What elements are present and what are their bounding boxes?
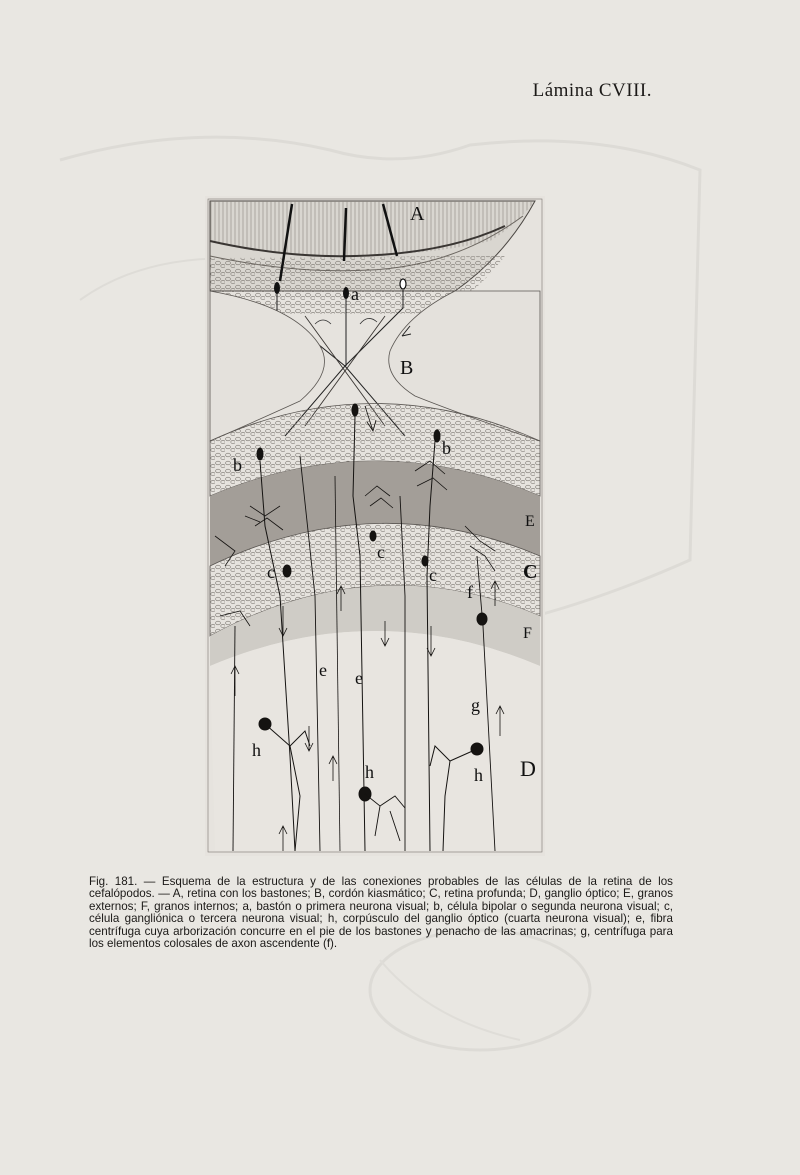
label-h-left: h [252, 740, 261, 760]
label-B: B [400, 357, 414, 379]
label-c-right: c [429, 565, 437, 585]
label-g: g [471, 695, 480, 715]
plate-title: Lámina CVIII. [532, 80, 652, 101]
label-f: f [467, 582, 473, 602]
label-C: C [523, 561, 538, 583]
label-a: a [351, 284, 359, 304]
label-E: E [525, 513, 535, 530]
label-c-left: c [267, 562, 275, 582]
figure-caption [89, 876, 673, 950]
retina-diagram [205, 196, 545, 856]
caption-figure-number: Fig. 181. [89, 875, 138, 888]
label-e-left: e [319, 660, 327, 680]
label-A: A [410, 203, 425, 225]
label-h-mid: h [365, 762, 374, 782]
deep-retina-layers [210, 404, 540, 852]
label-h-right: h [474, 765, 483, 785]
label-b-right: b [442, 438, 451, 458]
caption-text: — Esquema de la estructura y de las conexiones probables de las células de la retina de los cefalópodos. — A, retina con los bastones; B, cordón kiasmático; C, retina profunda; D, ganglio óptico; E, granos externos; F, granos internos; a, bastón o primera neurona visual; b, célula bipolar o segunda neurona visual; c, célula gangliónica o tercera neurona visual; h, corpúsculo del ganglio óptico (cuarta neurona visual); e, fibra centrífuga cuya arborización concurre en el pie de los bastones y penacho de las amacrinas; g, centrífuga para los elementos colosales de axon ascendente (f). [89, 875, 673, 951]
label-D: D [520, 756, 536, 781]
label-F: F [523, 625, 532, 642]
label-b-left: b [233, 455, 242, 475]
label-c-mid: c [377, 542, 385, 562]
label-e-right: e [355, 668, 363, 688]
